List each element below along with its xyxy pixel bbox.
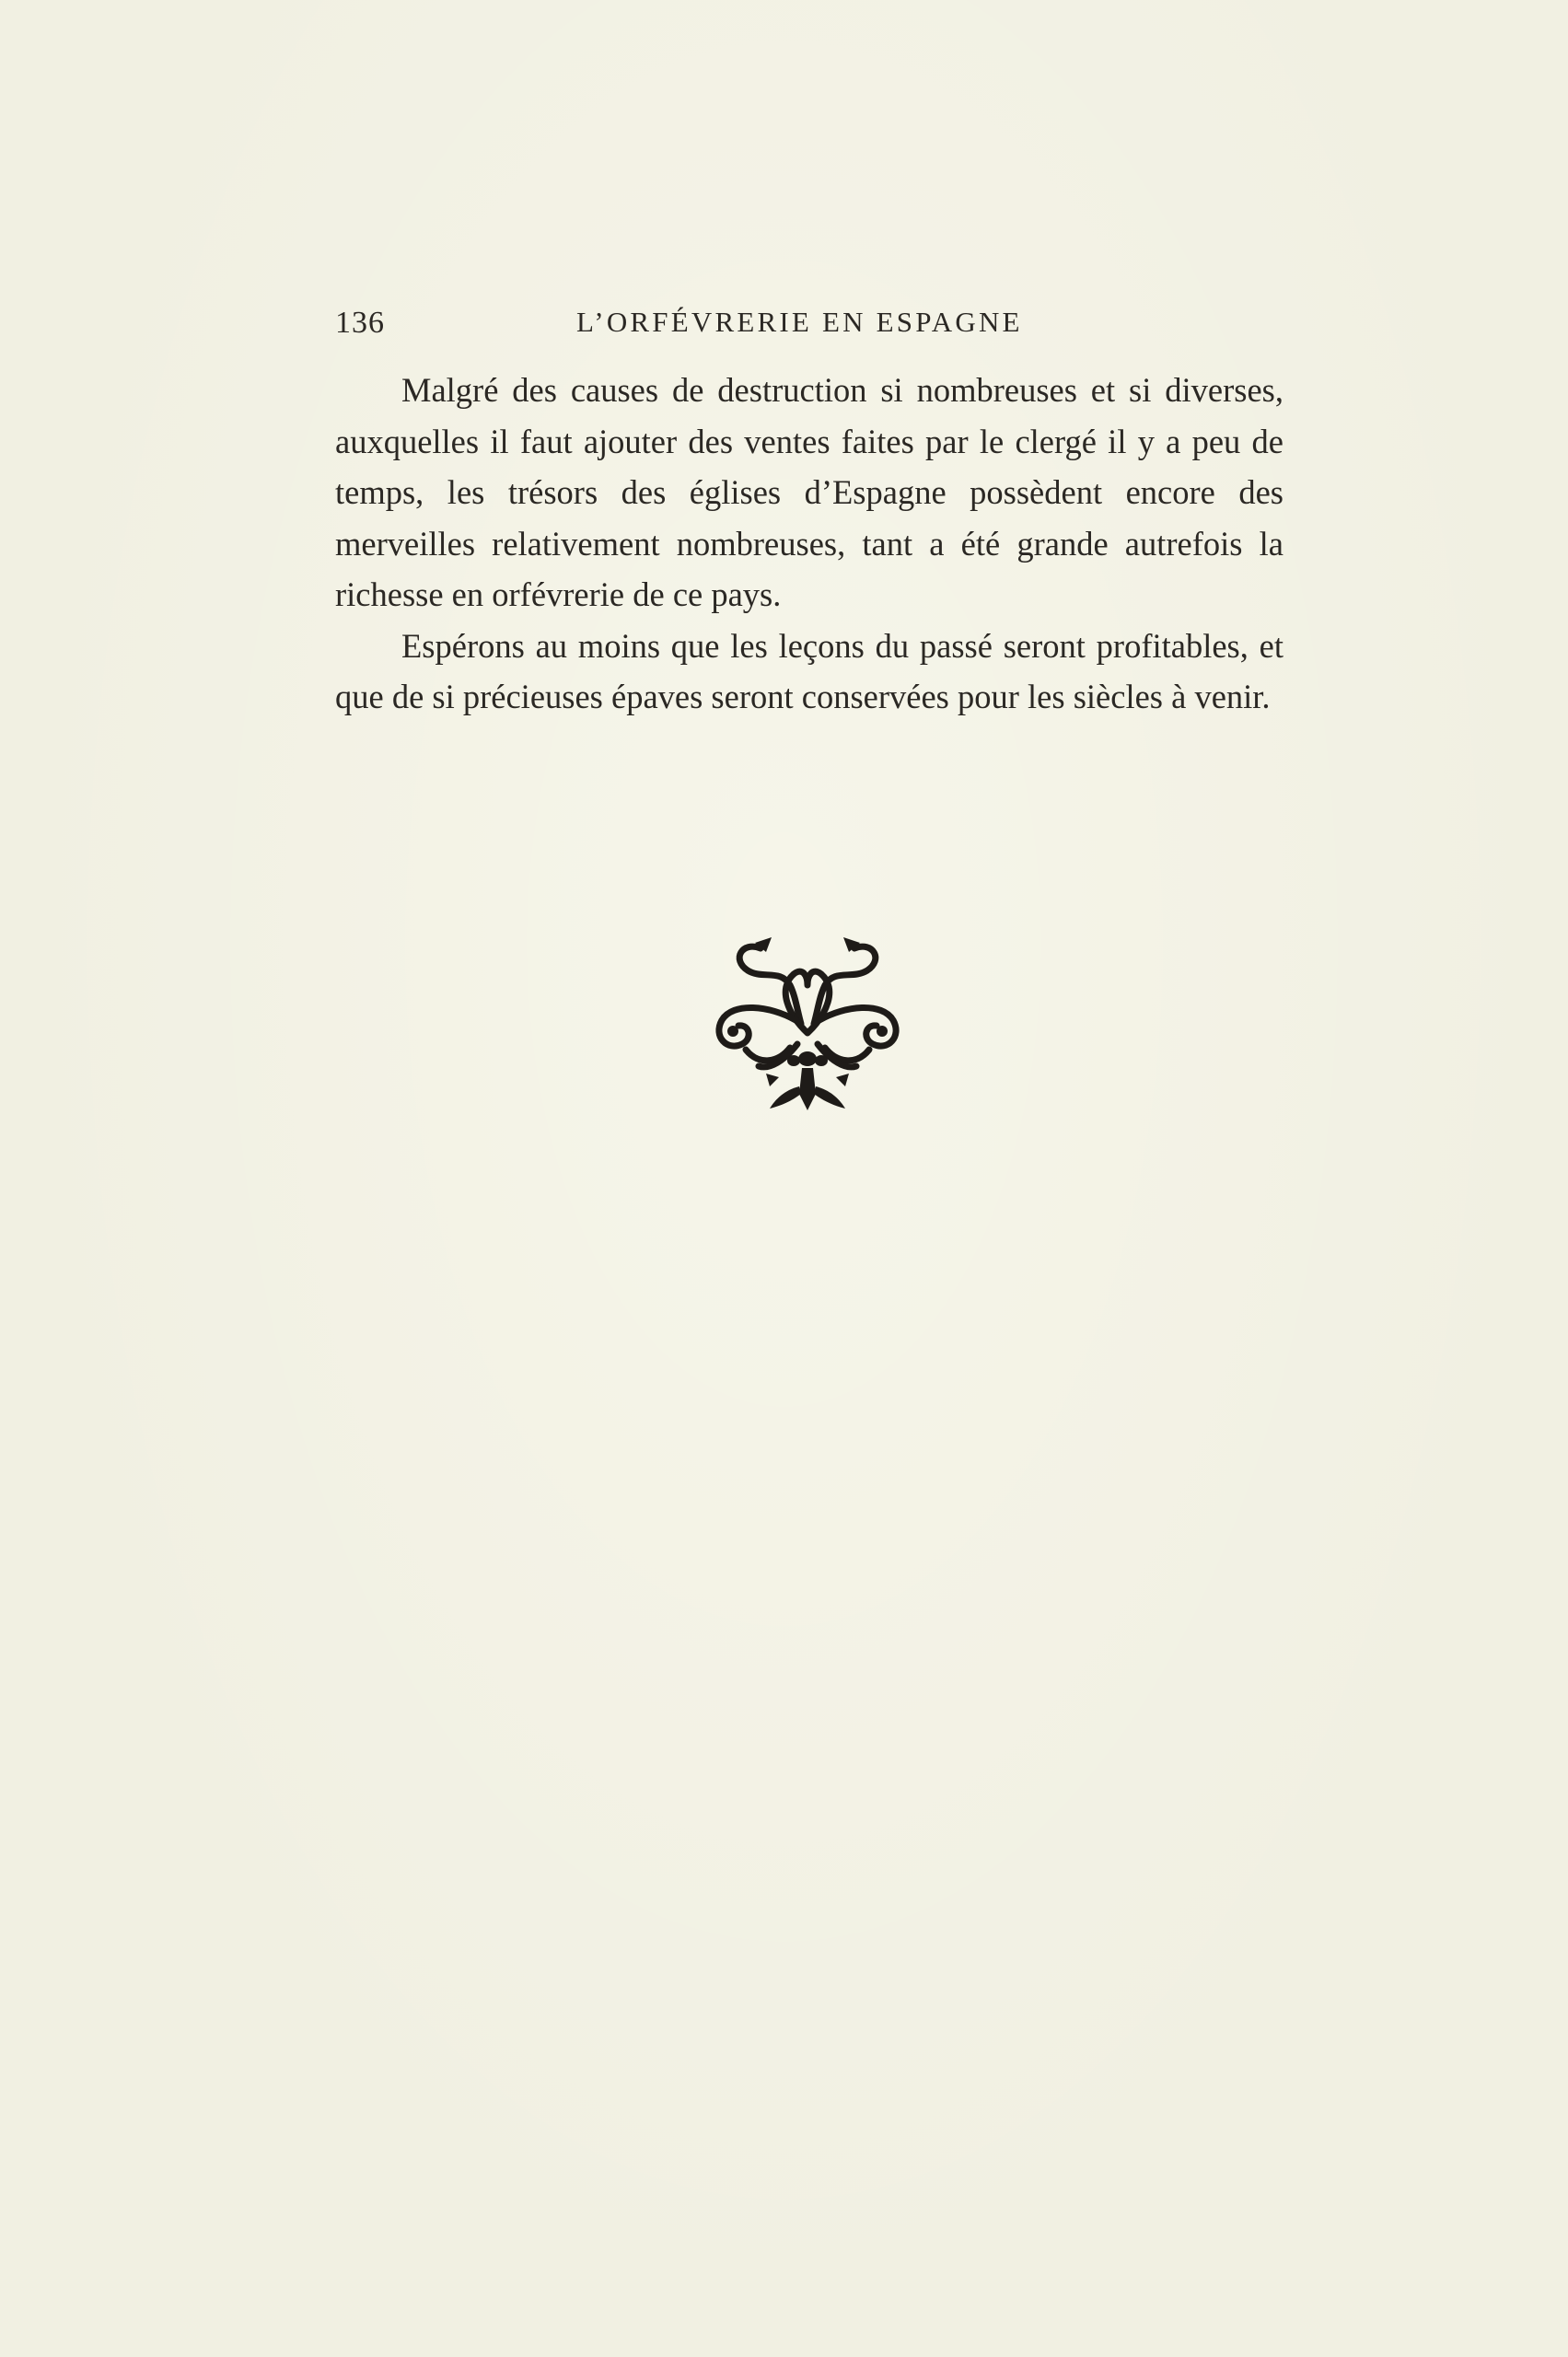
page-header [335, 302, 1283, 348]
running-title: L’ORFÉVRERIE EN ESPAGNE [576, 306, 1023, 338]
paragraph-2: Espérons au moins que les leçons du passé seront profitables, et que de si précieuses épaves seront conservées pour les siècles à venir. [335, 626, 1283, 715]
paragraph-1: Malgré des causes de destruction si nombreuses et si diverses, auxquelles il faut ajouter des ventes faites par le clergé il y a peu de temps, les trésors des églises d’Espagne possèdent encore des merveilles relativement nombreuses, tant a été grande autrefois la richesse en orfévrerie de ce pays. [335, 371, 1283, 613]
page-number: 136 [335, 306, 385, 340]
fleuron-ornament-icon [705, 932, 910, 1116]
body-text [335, 365, 1283, 723]
